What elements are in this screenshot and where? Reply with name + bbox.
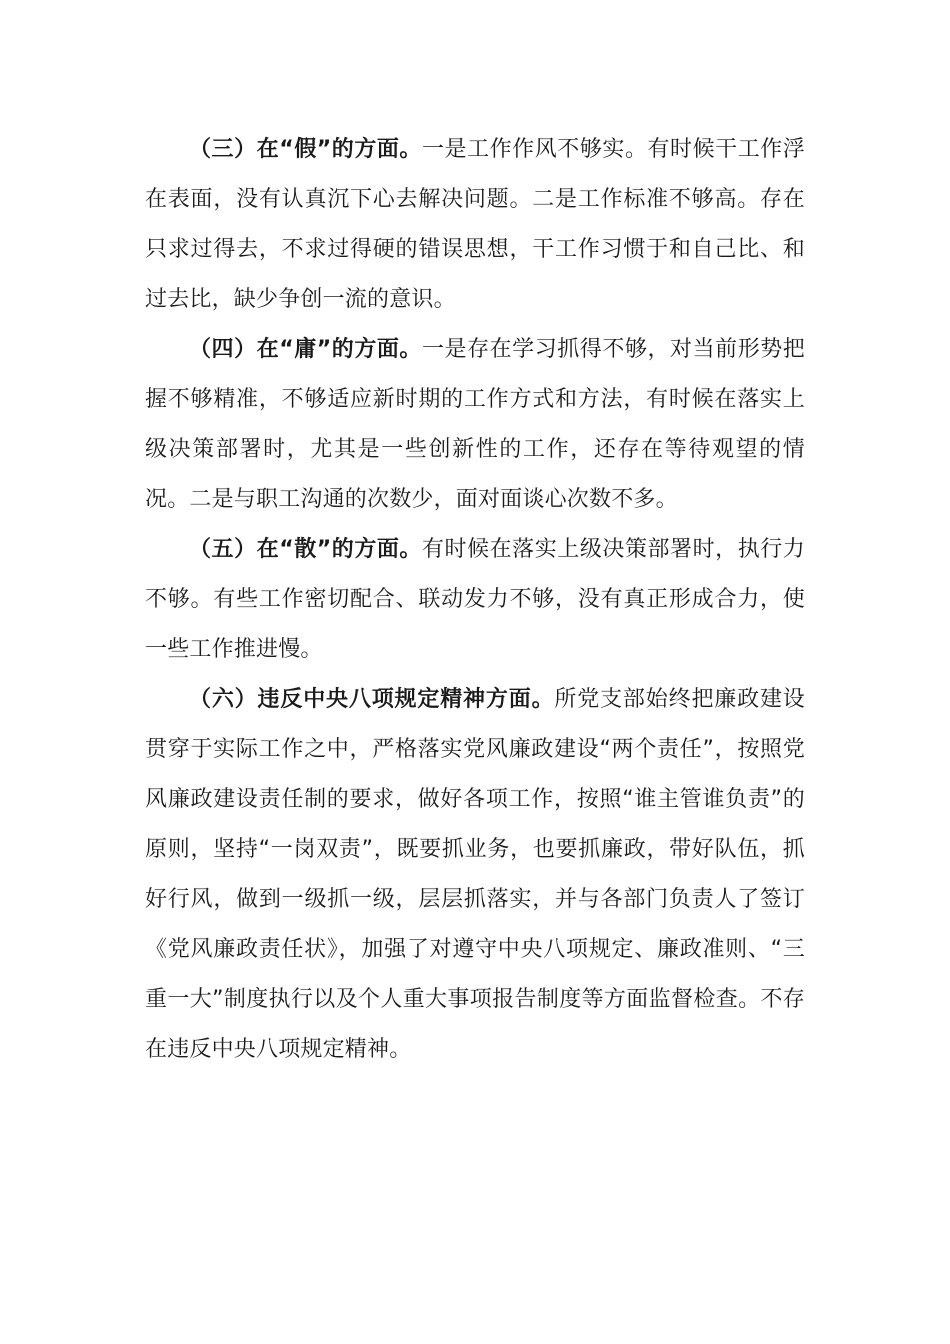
paragraph-heading: （三）在“假”的方面。 [189, 137, 422, 162]
paragraph-4 [145, 325, 805, 525]
paragraph-6 [145, 675, 805, 1075]
paragraph-body: 一是存在学习抓得不够，对当前形势把握不够精准，不够适应新时期的工作方式和方法，有时候在落实上级决策部署时，尤其是一些创新性的工作，还存在等待观望的情况。二是与职工沟通的次数少，面对面谈心次数不多。 [145, 337, 805, 512]
paragraph-body: 一是工作作风不够实。有时候干工作浮在表面，没有认真沉下心去解决问题。二是工作标准不够高。存在只求过得去，不求过得硬的错误思想，干工作习惯于和自己比、和过去比，缺少争创一流的意识。 [145, 137, 805, 312]
paragraph-heading: （五）在“散”的方面。 [189, 537, 422, 562]
paragraph-heading: （四）在“庸”的方面。 [189, 337, 422, 362]
document-page [145, 125, 805, 1075]
paragraph-body: 所党支部始终把廉政建设贯穿于实际工作之中，严格落实党风廉政建设“两个责任”，按照党风廉政建设责任制的要求，做好各项工作，按照“谁主管谁负责”的原则，坚持“一岗双责”，既要抓业务，也要抓廉政，带好队伍，抓好行风，做到一级抓一级，层层抓落实，并与各部门负责人了签订《党风廉政责任状》，加强了对遵守中央八项规定、廉政准则、“三重一大”制度执行以及个人重大事项报告制度等方面监督检查。不存在违反中央八项规定精神。 [145, 687, 806, 1062]
paragraph-5 [145, 525, 805, 675]
paragraph-body: 有时候在落实上级决策部署时，执行力不够。有些工作密切配合、联动发力不够，没有真正形成合力，使一些工作推进慢。 [145, 537, 805, 662]
paragraph-heading: （六）违反中央八项规定精神方面。 [189, 687, 555, 712]
paragraph-3 [145, 125, 805, 325]
